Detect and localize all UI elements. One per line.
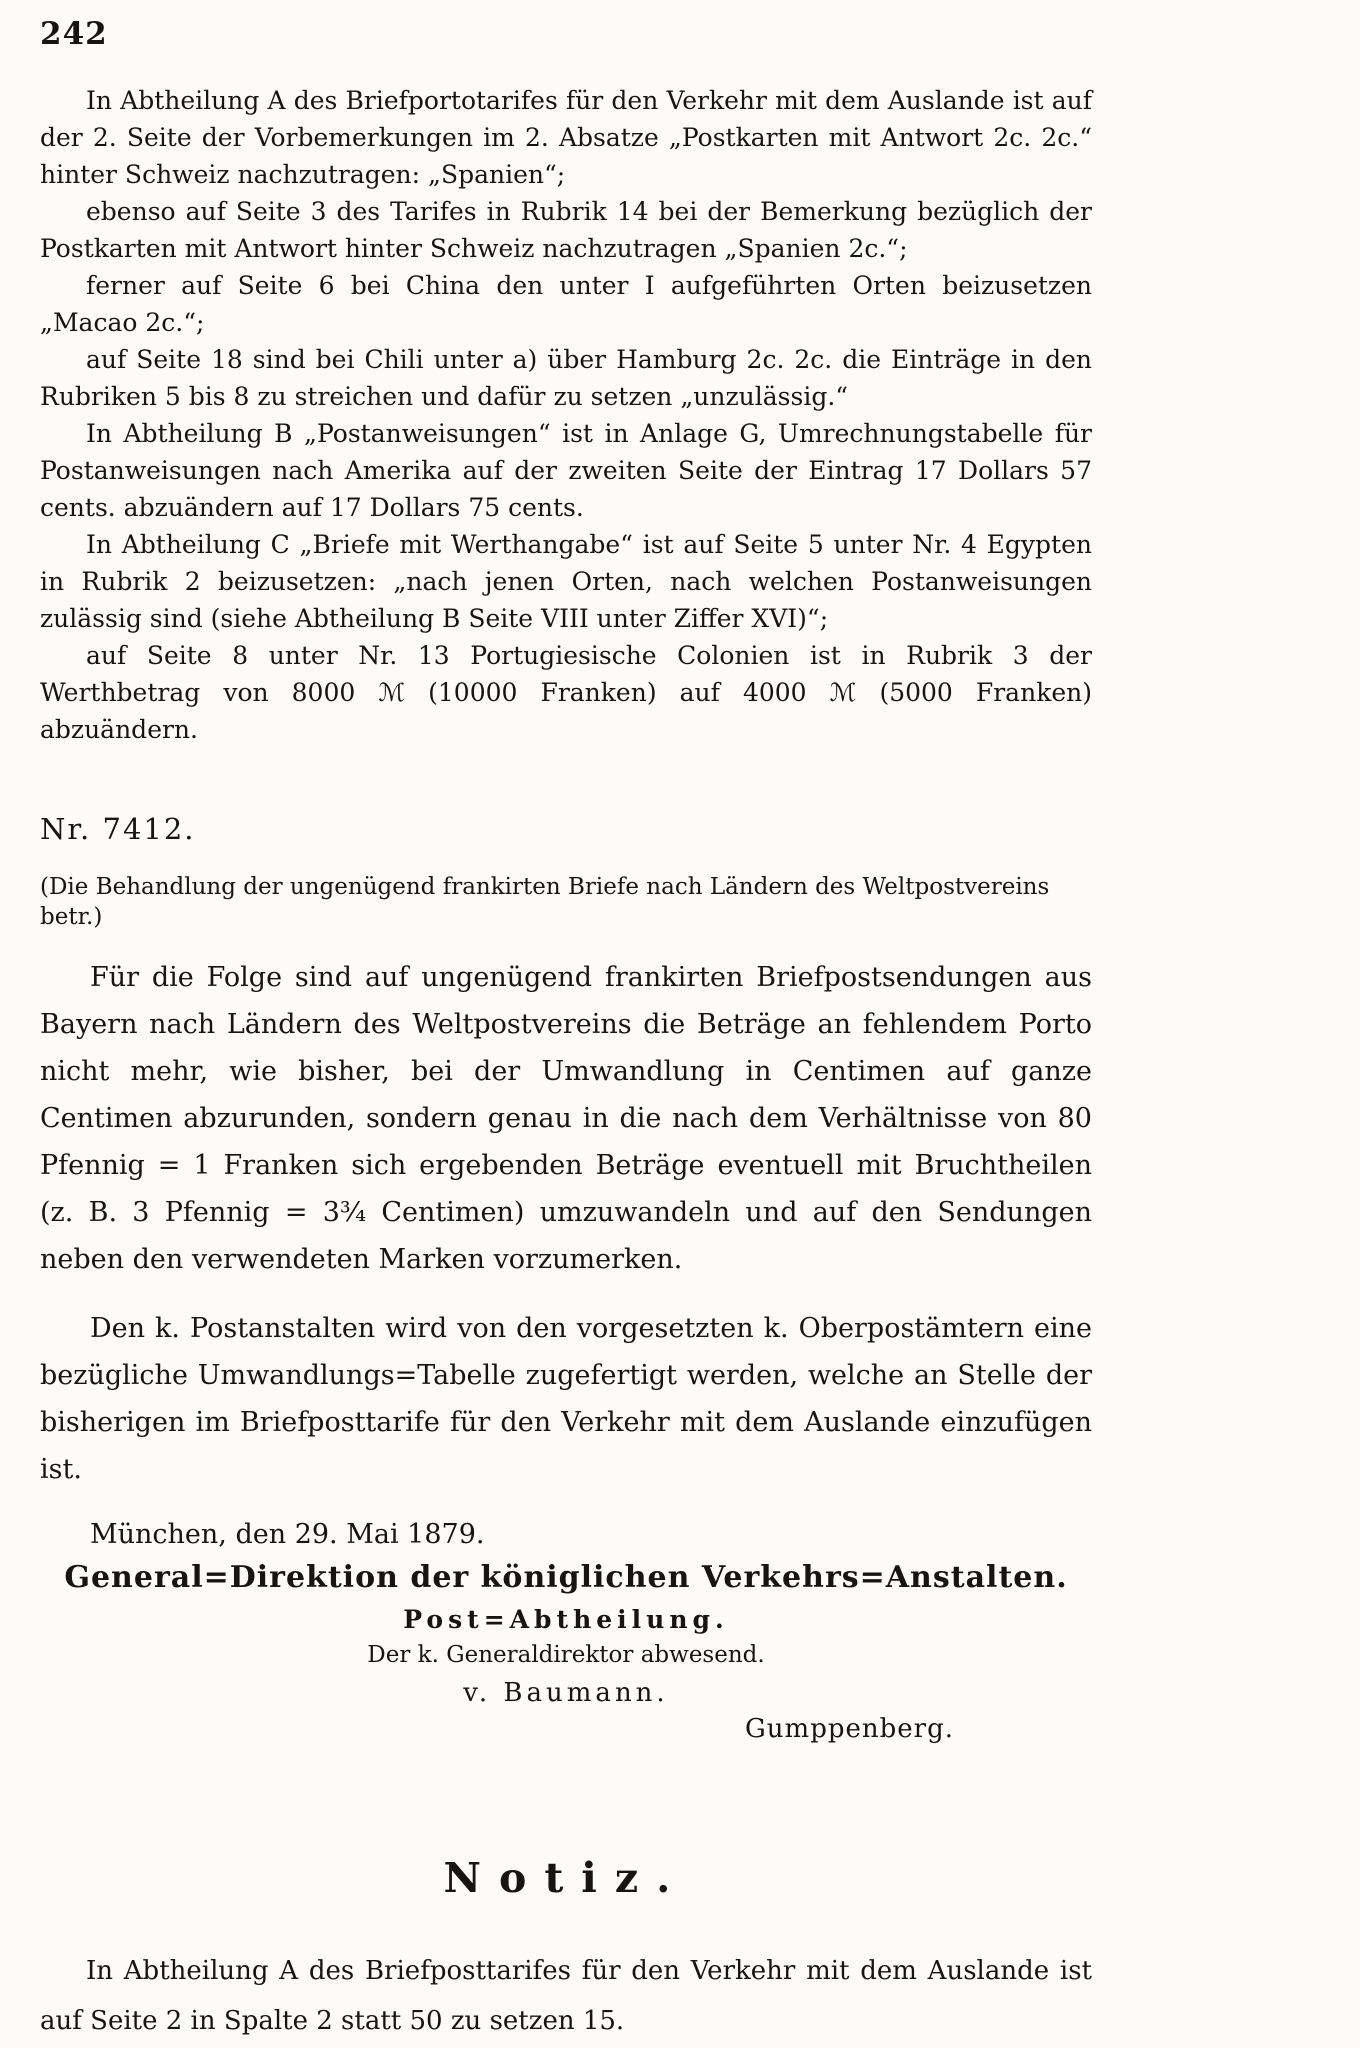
- notice-subject-line: (Die Behandlung der ungenügend frankirten Briefe nach Ländern des Weltpostvereins betr.): [40, 874, 1050, 930]
- notice-body-paragraph-2: Den k. Postanstalten wird von den vorgesetzten k. Oberpostämtern eine bezügliche Umwandlungs=Tabelle zugefertigt werden, welche an Stelle der bisherigen im Briefposttarife für den Verkehr mit dem Auslande einzufügen ist.: [40, 1313, 1092, 1485]
- signature-department: Post=Abtheilung.: [403, 1605, 729, 1634]
- amendment-paragraph-abtheilung-b: In Abtheilung B „Postanweisungen“ ist in Anlage G, Umrechnungstabelle für Postanweisungen nach Amerika auf der zweiten Seite der Eintrag 17 Dollars 57 cents. abzuändern auf 17 Dollars 75 cents.: [40, 419, 1092, 522]
- amendment-paragraph-abtheilung-a: In Abtheilung A des Briefportotarifes für den Verkehr mit dem Auslande ist auf der 2. Seite der Vorbemerkungen im 2. Absatze „Postkarten mit Antwort 2c. 2c.“ hinter Schweiz nachzutragen: „Spanien“;: [40, 86, 1092, 189]
- amendment-paragraph-seite-3: ebenso auf Seite 3 des Tarifes in Rubrik 14 bei der Bemerkung bezüglich der Postkarten mit Antwort hinter Schweiz nachzutragen „Spanien 2c.“;: [40, 197, 1092, 263]
- amendment-paragraph-seite-18-chili: auf Seite 18 sind bei Chili unter a) über Hamburg 2c. 2c. die Einträge in den Rubriken 5 bis 8 zu streichen und dafür zu setzen „unzulässig.“: [40, 345, 1092, 411]
- notiz-body-paragraph: In Abtheilung A des Briefposttarifes für den Verkehr mit dem Auslande ist auf Seite 2 in Spalte 2 statt 50 zu setzen 15.: [40, 1956, 1092, 2036]
- notice-number-heading: Nr. 7412.: [40, 812, 196, 846]
- notiz-section: [40, 1854, 1092, 2046]
- signature-countersigner-name: Gumppenberg.: [745, 1714, 954, 1744]
- signature-organization: General=Direktion der königlichen Verkehrs=Anstalten.: [64, 1560, 1068, 1595]
- notice-7412-section: [40, 812, 1092, 1744]
- amendment-paragraph-seite-8-colonien: auf Seite 8 unter Nr. 13 Portugiesische Colonien ist in Rubrik 3 der Werthbetrag von 8000 ℳ (10000 Franken) auf 4000 ℳ (5000 Franken) abzuändern.: [40, 641, 1092, 744]
- notiz-heading: Notiz.: [443, 1854, 689, 1902]
- amendment-paragraph-seite-6-china: ferner auf Seite 6 bei China den unter I aufgeführten Orten beizusetzen „Macao 2c.“;: [40, 271, 1092, 337]
- page-number: 242: [40, 16, 108, 52]
- signature-signer-name: v. Baumann.: [463, 1678, 669, 1708]
- dateline: München, den 29. Mai 1879.: [90, 1519, 485, 1550]
- signature-block: [40, 1560, 1092, 1744]
- notice-body-paragraph-1: Für die Folge sind auf ungenügend frankirten Briefpostsendungen aus Bayern nach Ländern des Weltpostvereins die Beträge an fehlendem Porto nicht mehr, wie bisher, bei der Umwandlung in Centimen auf ganze Centimen abzurunden, sondern genau in die nach dem Verhältnisse von 80 Pfennig = 1 Franken sich ergebenden Beträge eventuell mit Bruchtheilen (z. B. 3 Pfennig = 3¾ Centimen) umzuwandeln und auf den Sendungen neben den verwendeten Marken vorzumerken.: [40, 962, 1092, 1275]
- tariff-amendments-section: [40, 82, 1092, 748]
- amendment-paragraph-abtheilung-c: In Abtheilung C „Briefe mit Werthangabe“ ist auf Seite 5 unter Nr. 4 Egypten in Rubrik 2 beizusetzen: „nach jenen Orten, nach welchen Postanweisungen zulässig sind (siehe Abtheilung B Seite VIII unter Ziffer XVI)“;: [40, 530, 1092, 633]
- signature-absence-note: Der k. Generaldirektor abwesend.: [367, 1642, 765, 1668]
